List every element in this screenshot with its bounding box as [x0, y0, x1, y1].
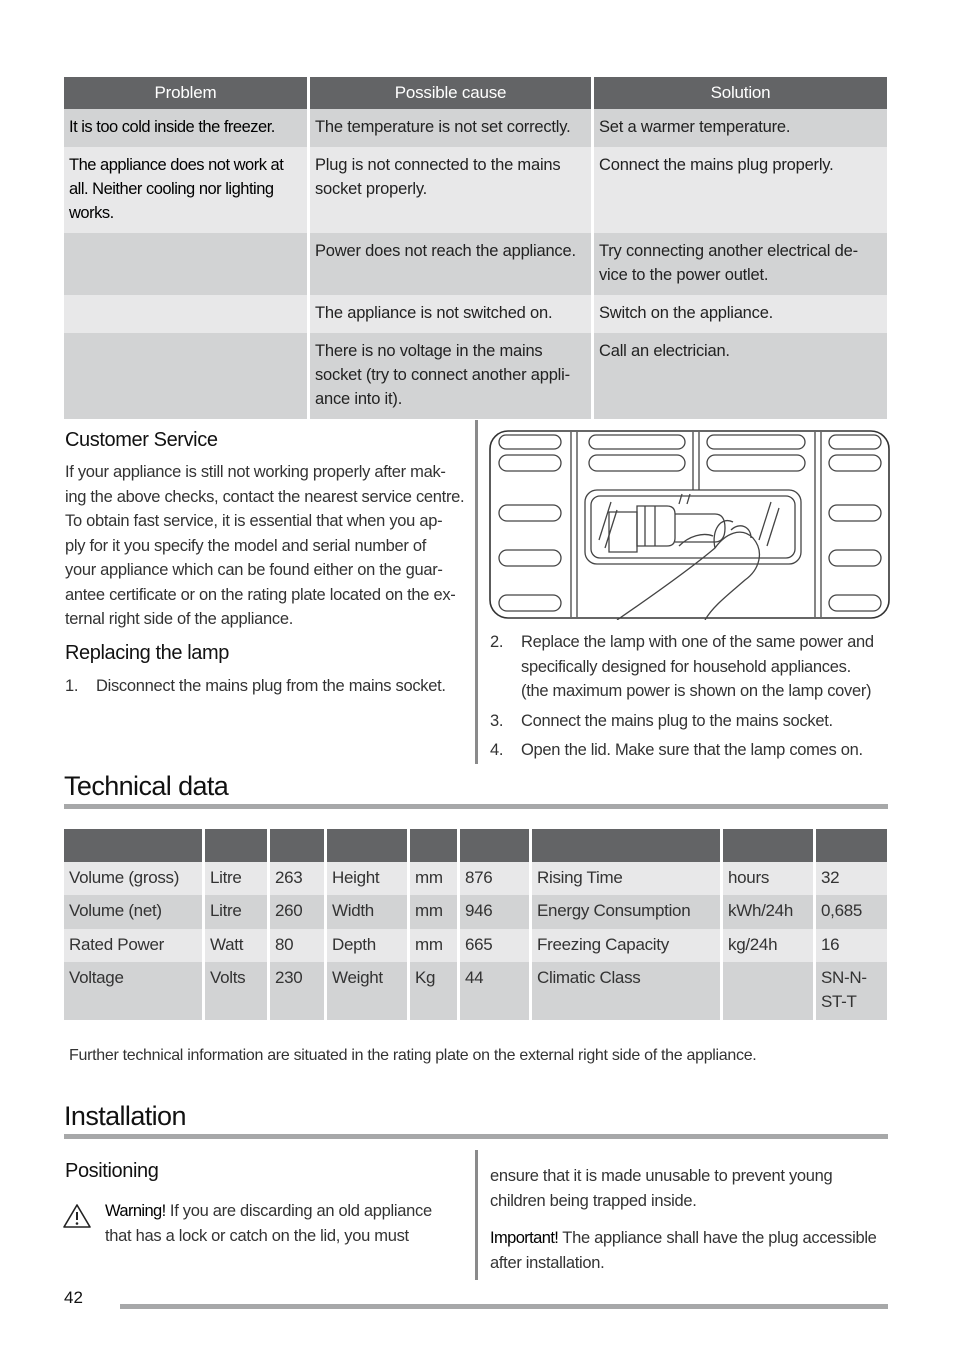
problem-cell — [64, 333, 310, 419]
table-cell: Climatic Class — [532, 962, 723, 1020]
important-text — [490, 1226, 890, 1275]
text-line: that has a lock or catch on the lid, you must — [105, 1226, 409, 1245]
list-item — [490, 738, 890, 763]
table-cell: 80 — [270, 929, 327, 962]
table-cell: Rated Power — [64, 929, 205, 962]
table-row — [64, 862, 887, 895]
problem-cell — [64, 233, 310, 295]
troubleshooting-table — [64, 77, 887, 419]
customer-service-heading: Customer Service — [65, 429, 218, 451]
table-row — [64, 929, 887, 962]
installation-heading: Installation — [64, 1101, 186, 1131]
list-item — [65, 674, 470, 699]
table-row — [64, 109, 887, 147]
solution-cell: Switch on the appliance. — [594, 295, 887, 333]
table-cell: mm — [410, 895, 460, 929]
cause-cell: There is no voltage in the mains socket (try to connect another appli-ance into it). — [310, 333, 594, 419]
table-row — [64, 233, 887, 295]
list-text: Open the lid. Make sure that the lamp comes on. — [521, 741, 863, 759]
list-text: Disconnect the mains plug from the mains socket. — [96, 677, 446, 695]
solution-cell: Try connecting another electrical de-vice to the power outlet. — [594, 233, 887, 295]
warning-text — [105, 1199, 470, 1248]
problem-cell: The appliance does not work at all. Neither cooling nor lighting works. — [64, 147, 310, 233]
table-cell: Freezing Capacity — [532, 929, 723, 962]
table-cell: Volume (gross) — [64, 862, 205, 895]
text-line: after installation. — [490, 1253, 605, 1272]
table-cell: Height — [327, 862, 410, 895]
table-cell: Weight — [327, 962, 410, 1020]
problem-cell — [64, 295, 310, 333]
important-label: Important! — [490, 1229, 559, 1247]
table-cell: Volume (net) — [64, 895, 205, 929]
table-cell: Rising Time — [532, 862, 723, 895]
list-text: specifically designed for household appliances. — [521, 657, 851, 676]
list-text: Connect the mains plug to the mains socket. — [521, 712, 833, 730]
text-line: The appliance shall have the plug accessible — [562, 1229, 877, 1247]
table-cell: mm — [410, 929, 460, 962]
list-item — [490, 709, 890, 734]
solution-cell: Connect the mains plug properly. — [594, 147, 887, 233]
col-header-solution: Solution — [594, 77, 887, 109]
column-divider — [475, 1150, 478, 1280]
table-row — [64, 147, 887, 233]
cause-cell: The appliance is not switched on. — [310, 295, 594, 333]
column-divider — [475, 420, 478, 764]
table-row — [64, 895, 887, 929]
text-line: ternal right side of the appliance. — [65, 610, 293, 628]
table-cell: 263 — [270, 862, 327, 895]
section-rule — [64, 1134, 888, 1139]
technical-note: Further technical information are situated in the rating plate on the external right side of the appliance. — [69, 1047, 757, 1064]
table-row — [64, 333, 887, 419]
replacing-lamp-heading: Replacing the lamp — [65, 642, 230, 664]
text-line: your appliance which can be found either on the guar- — [65, 561, 443, 579]
cause-cell: Power does not reach the appliance. — [310, 233, 594, 295]
list-text: Replace the lamp with one of the same power and — [521, 633, 874, 651]
table-cell: 665 — [460, 929, 532, 962]
table-cell: 876 — [460, 862, 532, 895]
technical-data-heading: Technical data — [64, 771, 229, 801]
table-cell: 16 — [816, 929, 887, 962]
list-number: 1. — [65, 677, 79, 695]
table-cell: Litre — [205, 895, 270, 929]
table-cell: kWh/24h — [723, 895, 816, 929]
list-number: 4. — [490, 741, 504, 759]
text-line: ing the above checks, contact the nearest service centre. — [65, 487, 465, 506]
warning-icon — [62, 1203, 92, 1229]
table-cell: Width — [327, 895, 410, 929]
table-cell: mm — [410, 862, 460, 895]
list-number: 2. — [490, 633, 504, 651]
col-header-problem: Problem — [64, 77, 310, 109]
text-line: If your appliance is still not working properly after mak- — [65, 463, 446, 481]
table-cell: 0,685 — [816, 895, 887, 929]
table-header-row — [64, 829, 887, 862]
table-cell — [723, 962, 816, 1020]
text-line: If you are discarding an old appliance — [169, 1202, 432, 1220]
table-cell: Kg — [410, 962, 460, 1020]
footer-rule — [120, 1304, 888, 1309]
text-line: ply for it you specify the model and serial number of — [65, 536, 427, 555]
table-row — [64, 295, 887, 333]
problem-cell: It is too cold inside the freezer. — [64, 109, 310, 147]
warning-label: Warning! — [105, 1202, 166, 1220]
warning-continued-text — [490, 1164, 890, 1213]
table-cell: Energy Consumption — [532, 895, 723, 929]
technical-data-table — [64, 829, 887, 1020]
solution-cell: Call an electrician. — [594, 333, 887, 419]
solution-cell: Set a warmer temperature. — [594, 109, 887, 147]
table-cell: 32 — [816, 862, 887, 895]
table-cell: kg/24h — [723, 929, 816, 962]
list-number: 3. — [490, 712, 504, 730]
text-line: children being trapped inside. — [490, 1191, 697, 1210]
table-row — [64, 962, 887, 1020]
table-cell: Watt — [205, 929, 270, 962]
table-cell: 946 — [460, 895, 532, 929]
text-line: ensure that it is made unusable to prevent young — [490, 1167, 833, 1185]
col-header-cause: Possible cause — [310, 77, 594, 109]
table-cell: 230 — [270, 962, 327, 1020]
cause-cell: The temperature is not set correctly. — [310, 109, 594, 147]
table-cell: Volts — [205, 962, 270, 1020]
table-cell: 44 — [460, 962, 532, 1020]
text-line: antee certificate or on the rating plate located on the ex- — [65, 585, 456, 604]
list-text: (the maximum power is shown on the lamp cover) — [521, 682, 872, 700]
lamp-replacement-illustration — [489, 430, 891, 620]
page-number: 42 — [64, 1288, 83, 1307]
text-line: To obtain fast service, it is essential that when you ap- — [65, 512, 443, 530]
table-cell: Depth — [327, 929, 410, 962]
customer-service-text — [65, 460, 470, 632]
table-cell: hours — [723, 862, 816, 895]
positioning-heading: Positioning — [65, 1160, 159, 1182]
list-item — [490, 630, 890, 704]
table-cell: 260 — [270, 895, 327, 929]
table-cell: Voltage — [64, 962, 205, 1020]
table-cell: Litre — [205, 862, 270, 895]
table-cell: SN-N-ST-T — [816, 962, 887, 1020]
section-rule — [64, 804, 888, 809]
cause-cell: Plug is not connected to the mains socket properly. — [310, 147, 594, 233]
